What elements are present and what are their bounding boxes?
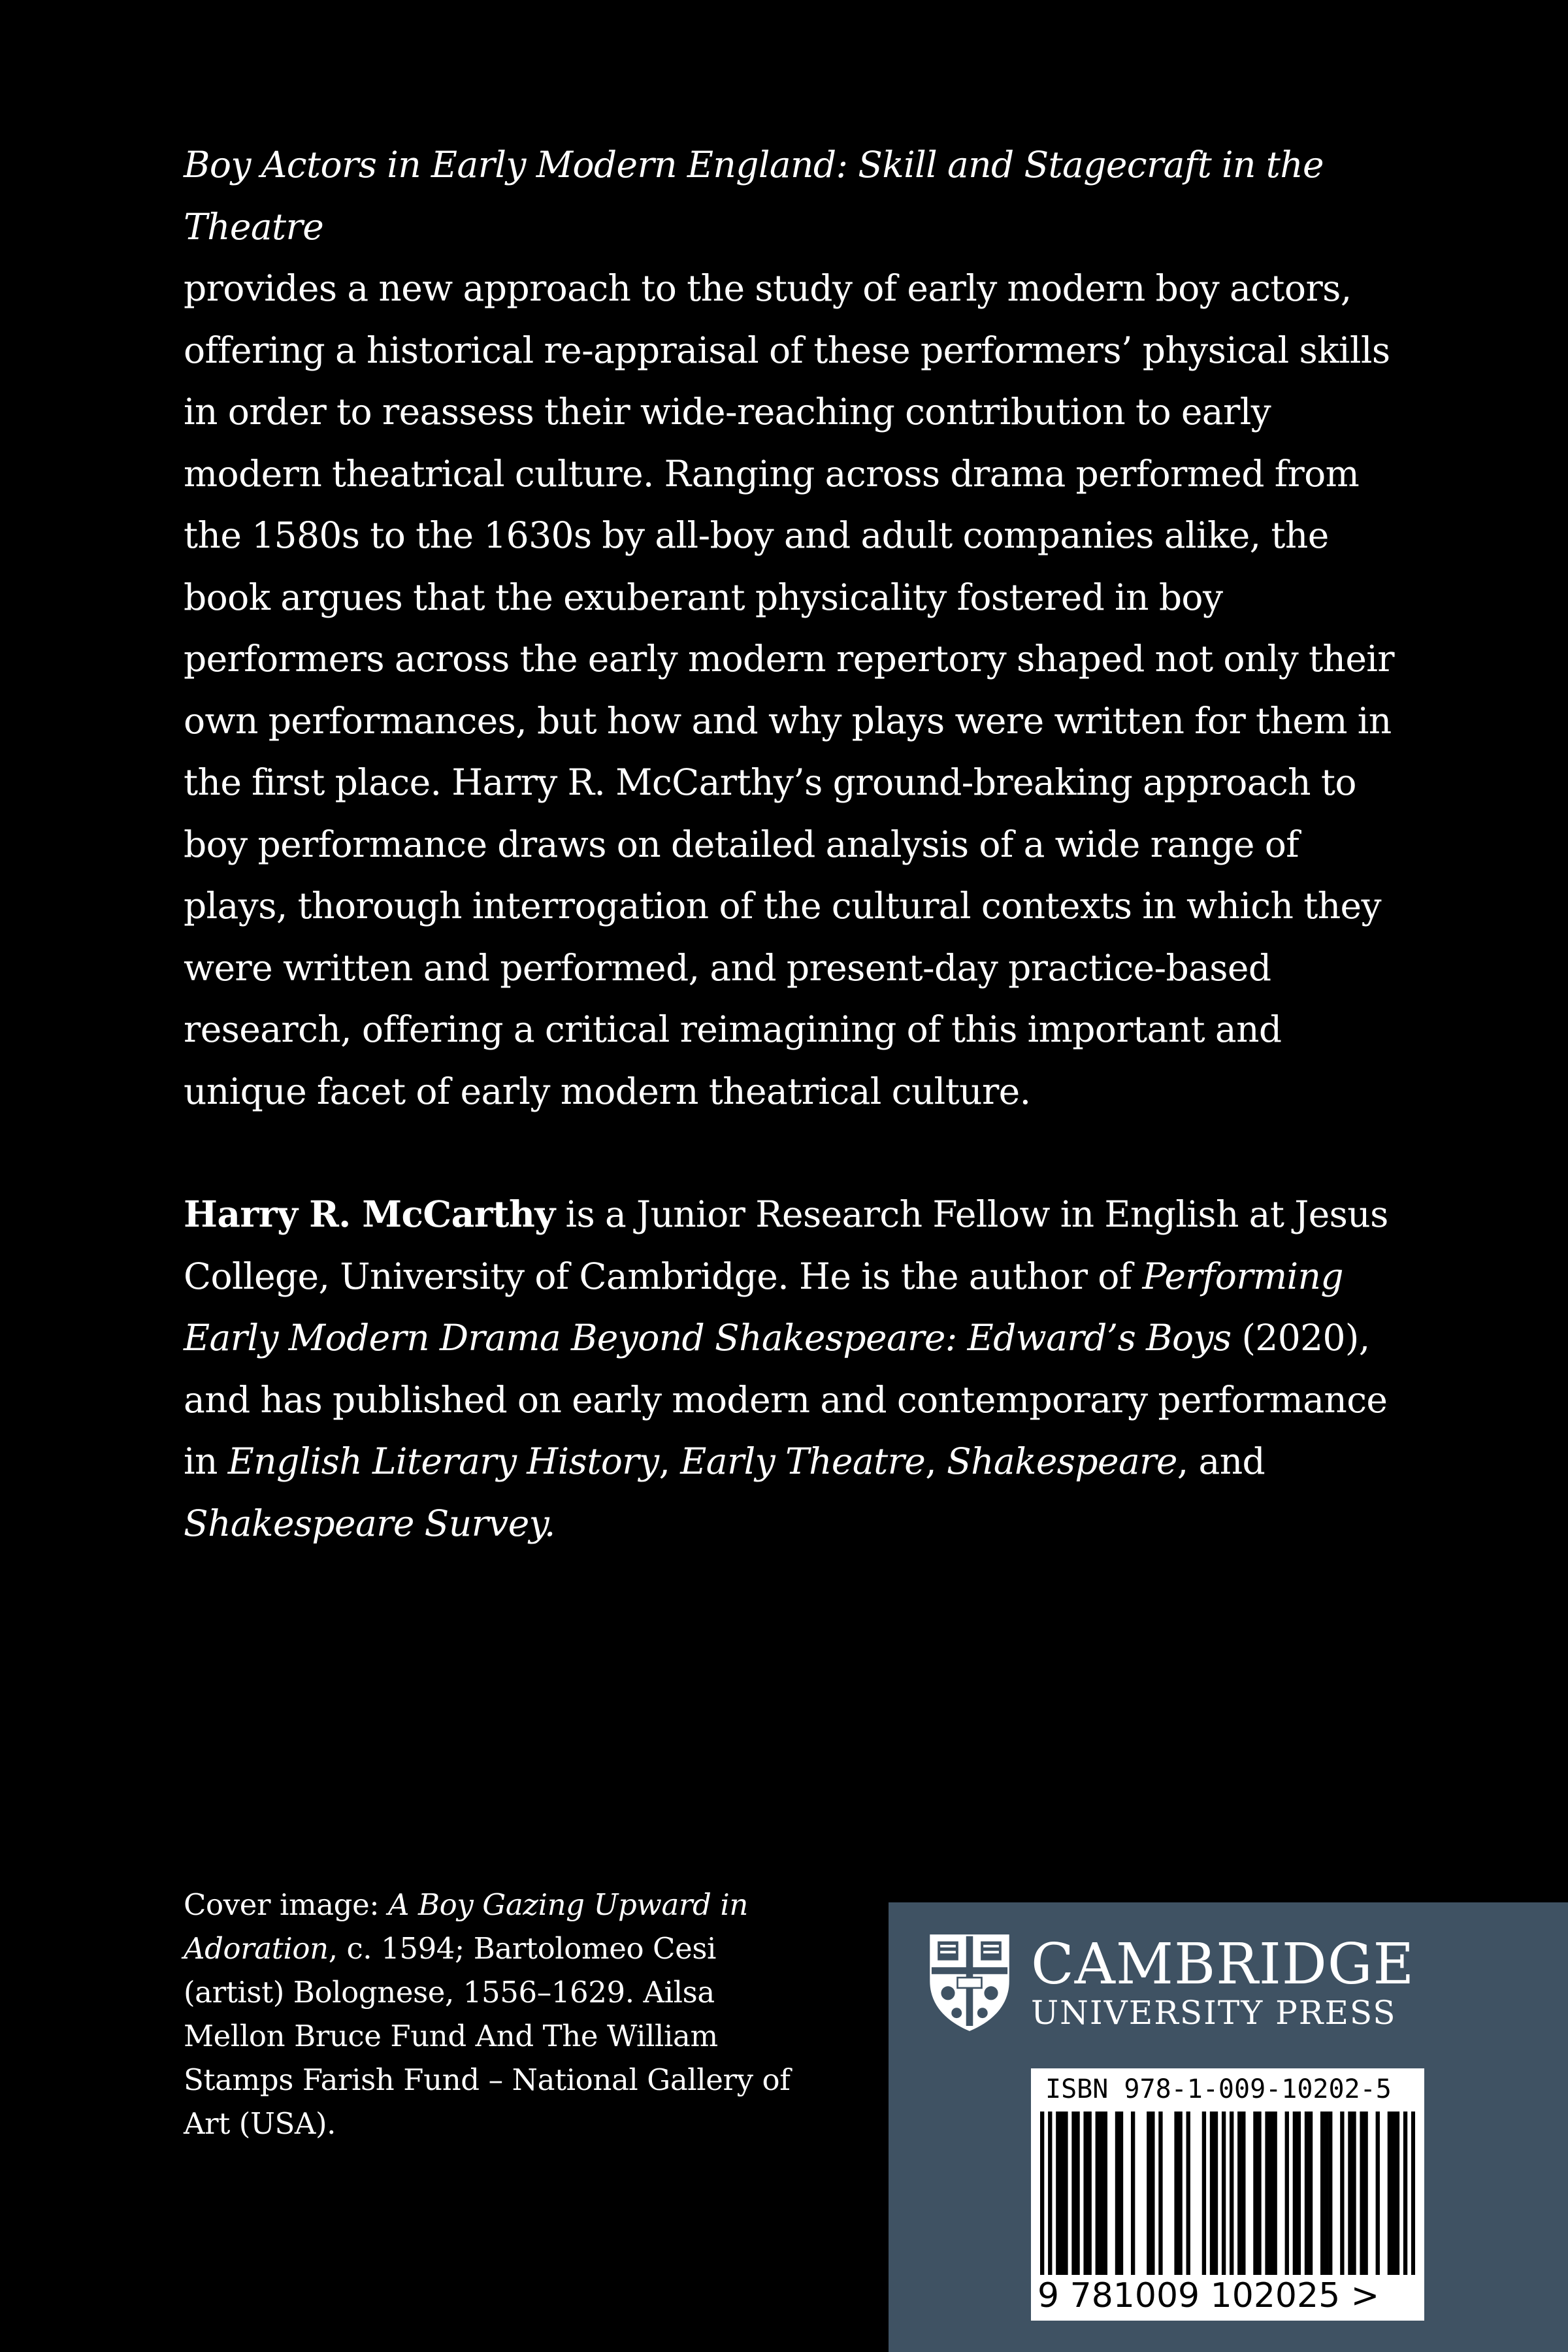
cover-image-credit xyxy=(184,1883,804,2145)
publisher-wordmark xyxy=(1031,1934,1414,2031)
barcode-bar xyxy=(1376,2112,1380,2275)
barcode-bar xyxy=(1174,2112,1178,2275)
isbn-label: ISBN 978-1-009-10202-5 xyxy=(1045,2074,1392,2104)
author-name: Harry R. McCarthy xyxy=(184,1193,555,1235)
barcode-bar xyxy=(1178,2112,1182,2275)
barcode-bar xyxy=(1064,2112,1068,2275)
barcode-bar xyxy=(1075,2112,1079,2275)
book-description xyxy=(184,134,1399,1122)
previous-book-title: Performing Early Modern Drama Beyond Shakespeare: Edward’s Boys xyxy=(184,1255,1343,1359)
barcode-bar xyxy=(1056,2112,1060,2275)
separator: , xyxy=(659,1440,670,1482)
barcode-bar xyxy=(1071,2112,1075,2275)
isbn-barcode xyxy=(1031,2068,1424,2321)
barcode-digits: 9 781009 102025 > xyxy=(1037,2276,1380,2315)
credit-details: , c. 1594; Bartolomeo Cesi (artist) Bolognese, 1556–1629. Ailsa Mellon Bruce Fund And The William Stamps Farish Fund – National Gallery of Art (USA). xyxy=(184,1931,791,2141)
bio-text-2: (2020), and has published on early modern and contemporary performance in xyxy=(184,1317,1388,1482)
barcode-bar xyxy=(1119,2112,1123,2275)
separator: , xyxy=(925,1440,937,1482)
barcode-bar xyxy=(1158,2112,1162,2275)
bio-text-1: is a Junior Research Fellow in English at Jesus College, University of Cambridge. He is the author of xyxy=(184,1193,1388,1297)
barcode-bars xyxy=(1040,2112,1415,2275)
barcode-bar xyxy=(1222,2112,1226,2275)
barcode-bar xyxy=(1040,2112,1044,2275)
barcode-bar xyxy=(1083,2112,1087,2275)
barcode-bar xyxy=(1060,2112,1064,2275)
barcode-bar xyxy=(1103,2112,1107,2275)
publisher-panel xyxy=(889,1902,1568,2352)
publication-3: Shakespeare xyxy=(947,1440,1177,1482)
barcode-bar xyxy=(1348,2112,1352,2275)
barcode-bar xyxy=(1131,2112,1135,2275)
cambridge-shield-icon xyxy=(926,1930,1013,2036)
author-bio xyxy=(184,1184,1399,1554)
barcode-bar xyxy=(1403,2112,1407,2275)
barcode-bar xyxy=(1340,2112,1344,2275)
barcode-bar xyxy=(1202,2112,1206,2275)
barcode-bar xyxy=(1388,2112,1392,2275)
barcode-bar xyxy=(1360,2112,1364,2275)
barcode-bar xyxy=(1269,2112,1273,2275)
barcode-bar xyxy=(1305,2112,1309,2275)
credit-label: Cover image: xyxy=(184,1887,380,1922)
barcode-bar xyxy=(1088,2112,1092,2275)
barcode-bar xyxy=(1411,2112,1415,2275)
barcode-bar xyxy=(1214,2112,1218,2275)
barcode-bar xyxy=(1352,2112,1356,2275)
barcode-bar xyxy=(1237,2112,1241,2275)
publication-2: Early Theatre xyxy=(680,1440,926,1482)
barcode-bar xyxy=(1392,2112,1396,2275)
barcode-bar xyxy=(1396,2112,1399,2275)
barcode-bar xyxy=(1273,2112,1277,2275)
barcode-bar xyxy=(1147,2112,1151,2275)
barcode-bar xyxy=(1257,2112,1261,2275)
barcode-bar xyxy=(1328,2112,1332,2275)
barcode-bar xyxy=(1241,2112,1245,2275)
barcode-bar xyxy=(1048,2112,1052,2275)
publication-1: English Literary History xyxy=(227,1440,659,1482)
barcode-bar xyxy=(1265,2112,1269,2275)
back-cover-blurb xyxy=(184,134,1399,1554)
barcode-bar xyxy=(1096,2112,1100,2275)
barcode-bar xyxy=(1320,2112,1324,2275)
publisher-name-line1: CAMBRIDGE xyxy=(1031,1932,1415,1997)
barcode-bar xyxy=(1115,2112,1119,2275)
barcode-bar xyxy=(1297,2112,1301,2275)
barcode-bar xyxy=(1309,2112,1313,2275)
book-title: Boy Actors in Early Modern England: Skill and Stagecraft in the Theatre xyxy=(184,144,1324,248)
barcode-bar xyxy=(1253,2112,1257,2275)
barcode-bar xyxy=(1186,2112,1190,2275)
barcode-bar xyxy=(1100,2112,1103,2275)
separator: , and xyxy=(1177,1440,1266,1482)
barcode-bar xyxy=(1293,2112,1297,2275)
barcode-bar xyxy=(1151,2112,1154,2275)
artwork-title: A Boy Gazing Upward in Adoration xyxy=(184,1887,748,1966)
barcode-bar xyxy=(1210,2112,1214,2275)
barcode-bar xyxy=(1324,2112,1328,2275)
publisher-logo xyxy=(926,1930,1414,2036)
publication-4: Shakespeare Survey. xyxy=(184,1502,555,1544)
barcode-bar xyxy=(1364,2112,1367,2275)
publisher-name-line2: UNIVERSITY PRESS xyxy=(1031,1994,1397,2032)
barcode-bar xyxy=(1230,2112,1233,2275)
barcode-bar xyxy=(1285,2112,1289,2275)
description-text: provides a new approach to the study of early modern boy actors, offering a historical re-appraisal of these performers’ physical skills in order to reassess their wide-reaching contribution to early modern theatrical culture. Ranging across drama performed from the 1580s to the 1630s by all-boy and adult companies alike, the book argues that the exuberant physicality fostered in boy performers across the early modern repertory shaped not only their own performances, but how and why plays were written for them in the first place. Harry R. McCarthy’s ground-breaking approach to boy performance draws on detailed analysis of a wide range of plays, thorough interrogation of the cultural contexts in which they were written and performed, and present-day practice-based research, offering a critical reimagining of this important and unique facet of early modern theatrical culture. xyxy=(184,267,1394,1112)
